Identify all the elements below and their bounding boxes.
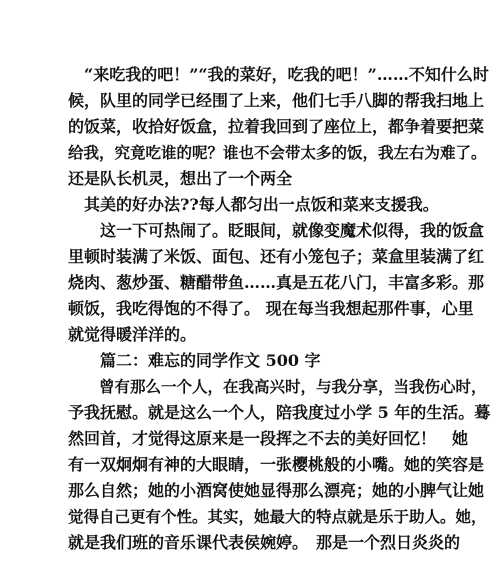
text-line: 有一双炯炯有神的大眼睛，一张樱桃般的小嘴。她的笑容是	[68, 455, 485, 474]
section-heading: 篇二：难忘的同学作文 500 字	[68, 351, 321, 370]
text-line: 就觉得暖洋洋的。	[68, 325, 197, 344]
text-line: 那么自然；她的小酒窝使她显得那么漂亮；她的小脾气让她	[68, 481, 485, 500]
text-line: 还是队长机灵，想出了一个两全	[68, 169, 293, 188]
text-line: 然回首，才觉得这原来是一段挥之不去的美好回忆！ 她	[68, 429, 469, 448]
text-line: 候，队里的同学已经围了上来，他们七手八脚的帮我扫地上	[68, 91, 485, 110]
text-line: 的饭菜，收拾好饭盒，拉着我回到了座位上，都争着要把菜	[68, 117, 485, 136]
text-line: 里顿时装满了米饭、面包、还有小笼包子；菜盒里装满了红	[68, 247, 485, 266]
text-line: 这一下可热闹了。眨眼间，就像变魔术似得，我的饭盒	[68, 221, 485, 240]
text-line: 曾有那么一个人，在我高兴时，与我分享，当我伤心时，	[68, 377, 487, 396]
text-line: 顿饭，我吃得饱的不得了。 现在每当我想起那件事，心里	[68, 299, 474, 318]
text-line: 烧肉、葱炒蛋、糖醋带鱼……真是五花八门，丰富多彩。那	[68, 273, 485, 292]
text-line: 给我，究竟吃谁的呢？谁也不会带太多的饭，我左右为难了。	[68, 143, 487, 162]
text-line: 予我抚慰。就是这么一个人，陪我度过小学 5 年的生活。蓦	[68, 403, 491, 422]
text-line: “来吃我的吧！”“我的菜好，吃我的吧！”……不知什么时	[68, 65, 489, 84]
text-line: 其美的好办法??每人都匀出一点饭和菜来支援我。	[68, 195, 439, 214]
text-line: 就是我们班的音乐课代表侯婉婷。 那是一个烈日炎炎的	[68, 533, 461, 552]
text-line: 觉得自己更有个性。其实，她最大的特点就是乐于助人。她，	[68, 507, 487, 526]
